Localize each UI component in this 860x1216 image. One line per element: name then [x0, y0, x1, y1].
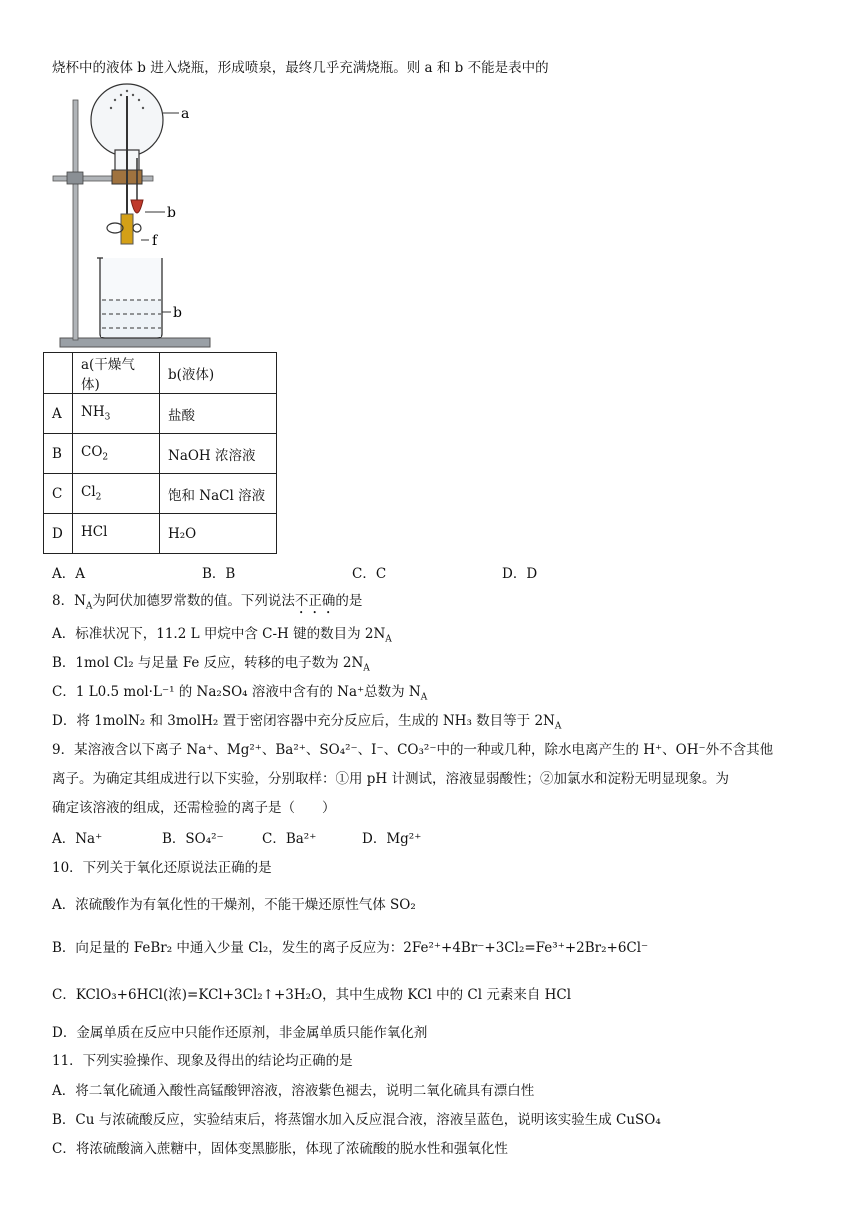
table-cell: 盐酸	[160, 394, 277, 434]
q8-option-c[interactable]: C．1 L0.5 mol·L⁻¹ 的 Na₂SO₄ 溶液中含有的 Na⁺总数为 $N_A$	[52, 684, 428, 703]
q7-option-d[interactable]: D．D	[502, 566, 538, 582]
q7-table	[43, 352, 277, 554]
q9-stem-line-3: 确定该溶液的组成，还需检验的离子是（ ）	[52, 800, 336, 816]
q9-option-a[interactable]: A．Na⁺	[52, 831, 103, 847]
q10-option-b[interactable]: B．向足量的 FeBr₂ 中通入少量 Cl₂，发生的离子反应为：2Fe²⁺+4Br⁻+3Cl₂=Fe³⁺+2Br₂+6Cl⁻	[52, 940, 649, 956]
q10-stem: 10．下列关于氧化还原说法正确的是	[52, 860, 272, 876]
table-row	[44, 474, 277, 514]
q7-stem: 烧杯中的液体 b 进入烧瓶，形成喷泉，最终几乎充满烧瓶。则 a 和 b 不能是表中的	[52, 60, 549, 76]
q8-stem: 8．$N_A$为阿伏加德罗常数的值。下列说法不正确的是	[52, 593, 363, 612]
q9-option-c[interactable]: C．Ba²⁺	[262, 831, 317, 847]
table-cell: $CO_2$	[73, 434, 160, 474]
label-b-bottom: b	[173, 305, 182, 321]
q8-option-b[interactable]: B．1mol Cl₂ 与足量 Fe 反应，转移的电子数为 $2N_A$	[52, 655, 370, 674]
q9-stem-line-1: 9．某溶液含以下离子 Na⁺、Mg²⁺、Ba²⁺、SO₄²⁻、I⁻、CO₃²⁻中的一种或几种，除水电离产生的 H⁺、OH⁻外不含其他	[52, 742, 774, 758]
table-cell: $Cl_2$	[73, 474, 160, 514]
fountain-apparatus-figure	[45, 78, 305, 378]
q10-option-d[interactable]: D．金属单质在反应中只能作还原剂，非金属单质只能作氧化剂	[52, 1025, 428, 1041]
q11-option-a[interactable]: A．将二氧化硫通入酸性高锰酸钾溶液，溶液紫色褪去，说明二氧化硫具有漂白性	[52, 1083, 535, 1099]
table-cell: 饱和 NaCl 溶液	[160, 474, 277, 514]
q9-stem-line-2: 离子。为确定其组成进行以下实验，分别取样：①用 pH 计测试，溶液显弱酸性；②加氯水和淀粉无明显现象。为	[52, 771, 729, 787]
q8-option-a[interactable]: A．标准状况下，11.2 L 甲烷中含 C-H 键的数目为 $2N_A$	[52, 626, 392, 645]
q7-options	[52, 564, 537, 584]
q7-option-b[interactable]: B．B	[202, 566, 236, 582]
q7-option-c[interactable]: C．C	[352, 566, 387, 582]
label-a: a	[181, 106, 190, 122]
table-cell: $NH_3$	[73, 394, 160, 434]
table-row	[44, 394, 277, 434]
q7-option-a[interactable]: A．A	[52, 566, 85, 582]
q10-option-a[interactable]: A．浓硫酸作为有氧化性的干燥剂，不能干燥还原性气体 SO₂	[52, 897, 416, 913]
table-header-cell: a(干燥气体)	[73, 353, 160, 394]
table-header-cell: b(液体)	[160, 353, 277, 394]
table-row	[44, 434, 277, 474]
table-cell: B	[44, 434, 73, 474]
label-b-top: b	[167, 205, 176, 221]
table-row	[44, 514, 277, 554]
table-cell: HCl	[73, 514, 160, 554]
q9-option-d[interactable]: D．Mg²⁺	[362, 831, 422, 847]
table-cell: D	[44, 514, 73, 554]
table-cell: A	[44, 394, 73, 434]
table-cell: C	[44, 474, 73, 514]
table-header-cell	[44, 353, 73, 394]
q10-option-c[interactable]: C．KClO₃+6HCl(浓)=KCl+3Cl₂↑+3H₂O，其中生成物 KCl 中的 Cl 元素来自 HCl	[52, 987, 572, 1003]
table-cell: NaOH 浓溶液	[160, 434, 277, 474]
q11-stem: 11．下列实验操作、现象及得出的结论均正确的是	[52, 1053, 353, 1069]
q11-option-b[interactable]: B．Cu 与浓硫酸反应，实验结束后，将蒸馏水加入反应混合液，溶液呈蓝色，说明该实验生成 CuSO₄	[52, 1112, 661, 1128]
q8-option-d[interactable]: D．将 1molN₂ 和 3molH₂ 置于密闭容器中充分反应后，生成的 NH₃ 数目等于 $2N_A$	[52, 713, 562, 732]
q9-option-b[interactable]: B．SO₄²⁻	[162, 831, 224, 847]
table-cell: H₂O	[160, 514, 277, 554]
table-row	[44, 353, 277, 394]
q9-options	[52, 829, 421, 849]
label-f: f	[152, 233, 158, 249]
q11-option-c[interactable]: C．将浓硫酸滴入蔗糖中，固体变黑膨胀，体现了浓硫酸的脱水性和强氧化性	[52, 1141, 508, 1157]
